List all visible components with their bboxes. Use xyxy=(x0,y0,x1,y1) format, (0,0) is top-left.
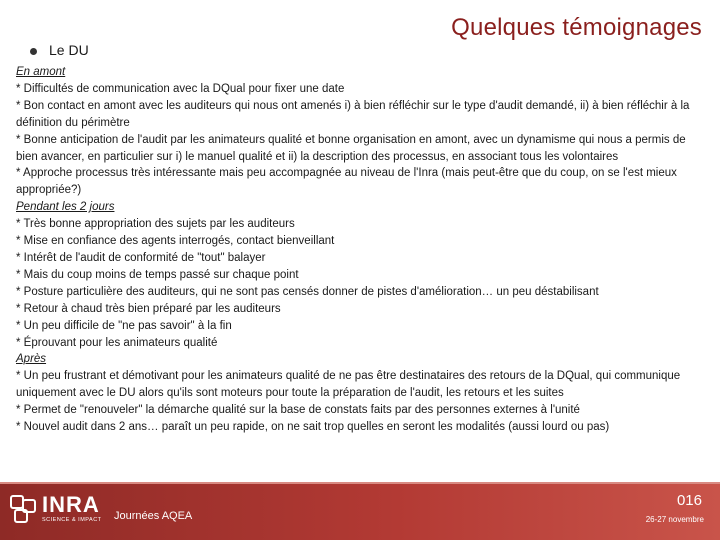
testimonial-item: * Bon contact en amont avec les auditeurs qui nous ont amenés i) à bien réfléchir sur le type d'audit demandé, ii) à bien réfléchir à la définition du périmètre xyxy=(16,99,690,129)
testimonial-item: * Permet de "renouveler" la démarche qualité sur la base de constats faits par des personnes externes à l'unité xyxy=(16,404,580,417)
section-label: Pendant les 2 jours xyxy=(16,201,115,214)
event-date: 26-27 novembre xyxy=(645,515,704,524)
bullet-heading xyxy=(30,42,89,58)
bullet-dot-icon xyxy=(30,48,37,55)
inra-logo xyxy=(10,494,102,524)
page-number: 016 xyxy=(676,492,702,509)
logo-name: INRA xyxy=(42,492,100,517)
section-label: Après xyxy=(16,353,47,366)
testimonial-item: * Retour à chaud très bien préparé par les auditeurs xyxy=(16,302,281,315)
testimonial-item: * Très bonne appropriation des sujets par les auditeurs xyxy=(16,218,295,231)
testimonial-item: * Bonne anticipation de l'audit par les animateurs qualité et bonne organisation en amont, avec un dynamisme qui nous a permis de bien avancer, en particulier sur i) le manuel qualité et ii) la description des processus, en associant tous les volontaires xyxy=(16,133,686,163)
testimonial-item: * Nouvel audit dans 2 ans… paraît un peu rapide, on ne sait trop quelles en seront les modalités (aussi lourd ou pas) xyxy=(16,421,610,434)
testimonial-item: * Difficultés de communication avec la DQual pour fixer une date xyxy=(16,82,345,95)
testimonial-item: * Intérêt de l'audit de conformité de "tout" balayer xyxy=(16,251,266,264)
testimonials-body xyxy=(16,64,696,436)
testimonial-item: * Posture particulière des auditeurs, qui ne sont pas censés donner de pistes d'amélioration… un peu déstabilisant xyxy=(16,285,599,298)
footer-bar xyxy=(0,482,720,540)
bullet-heading-label: Le DU xyxy=(49,42,89,58)
testimonial-item: * Approche processus très intéressante mais peu accompagnée au niveau de l'Inra (mais peut-être que du coup, on se l'est mieux appropriée?) xyxy=(16,167,677,197)
testimonial-item: * Éprouvant pour les animateurs qualité xyxy=(16,336,218,349)
testimonial-item: * Mais du coup moins de temps passé sur chaque point xyxy=(16,268,299,281)
logo-subtitle: SCIENCE & IMPACT xyxy=(42,517,102,523)
inra-logo-icon xyxy=(10,495,38,523)
slide-title: Quelques témoignages xyxy=(451,14,702,41)
testimonial-item: * Un peu frustrant et démotivant pour les animateurs qualité de ne pas être destinataires des retours de la DQual, qui communique uniquement avec le DU alors qu'ils sont moteurs pour toute la préparation de l'audit, les retours et les suites xyxy=(16,370,681,400)
testimonial-item: * Un peu difficile de "ne pas savoir" à la fin xyxy=(16,319,232,332)
section-label: En amont xyxy=(16,66,66,78)
testimonial-item: * Mise en confiance des agents interrogés, contact bienveillant xyxy=(16,235,335,248)
event-name: Journées AQEA xyxy=(114,510,193,522)
